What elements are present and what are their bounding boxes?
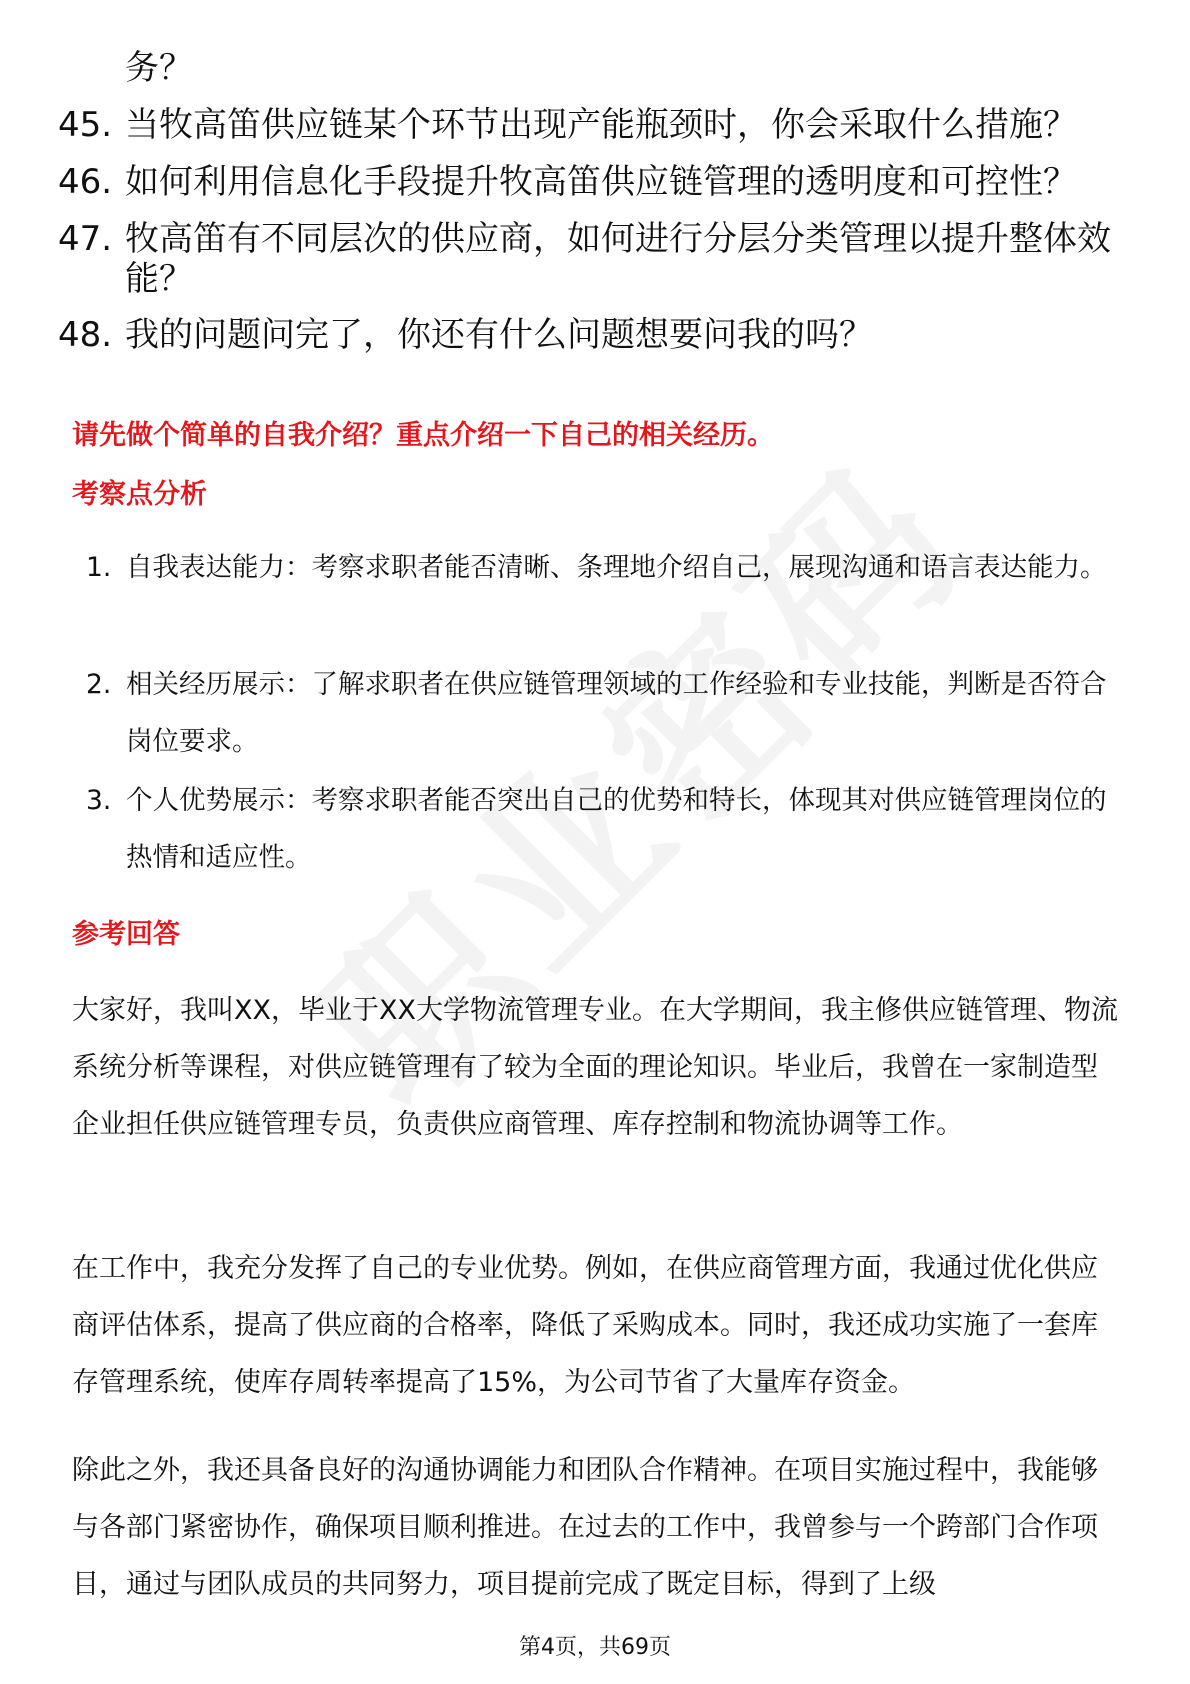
section-question: 请先做个简单的自我介绍？重点介绍一下自己的相关经历。: [72, 420, 774, 451]
question-number: 47.: [58, 219, 113, 259]
analysis-heading: 考察点分析: [72, 479, 207, 510]
analysis-text: 自我表达能力：考察求职者能否清晰、条理地介绍自己，展现沟通和语言表达能力。: [126, 552, 1107, 583]
page-footer: 第4页，共69页: [519, 1635, 671, 1660]
question-text: 牧高笛有不同层次的供应商，如何进行分层分类管理以提升整体效能？: [125, 219, 1111, 299]
question-number: 48.: [58, 315, 113, 355]
question-item: [58, 105, 1128, 145]
question-item: [58, 162, 1128, 202]
analysis-item: [86, 772, 1126, 886]
question-item: [58, 219, 1128, 299]
continued-question-text: 务？: [125, 48, 193, 88]
analysis-item: [86, 656, 1126, 770]
question-text: 我的问题问完了，你还有什么问题想要问我的吗？: [125, 315, 873, 355]
analysis-number: 3.: [86, 785, 112, 816]
analysis-item: [86, 539, 1126, 596]
question-text: 当牧高笛供应链某个环节出现产能瓶颈时，你会采取什么措施？: [125, 105, 1077, 145]
question-item: [58, 315, 1128, 355]
answer-heading: 参考回答: [72, 919, 180, 950]
question-number: 46.: [58, 162, 113, 202]
analysis-text: 相关经历展示：了解求职者在供应链管理领域的工作经验和专业技能，判断是否符合岗位要求。: [126, 669, 1107, 757]
answer-paragraph: 大家好，我叫XX，毕业于XX大学物流管理专业。在大学期间，我主修供应链管理、物流系统分析等课程，对供应链管理有了较为全面的理论知识。毕业后，我曾在一家制造型企业担任供应链管理专员，负责供应商管理、库存控制和物流协调等工作。: [72, 995, 1118, 1140]
analysis-number: 2.: [86, 669, 112, 700]
answer-paragraph: 在工作中，我充分发挥了自己的专业优势。例如，在供应商管理方面，我通过优化供应商评估体系，提高了供应商的合格率，降低了采购成本。同时，我还成功实施了一套库存管理系统，使库存周转率提高了15%，为公司节省了大量库存资金。: [72, 1253, 1098, 1398]
analysis-text: 个人优势展示：考察求职者能否突出自己的优势和特长，体现其对供应链管理岗位的热情和适应性。: [126, 785, 1107, 873]
analysis-number: 1.: [86, 552, 112, 583]
question-number: 45.: [58, 105, 113, 145]
answer-paragraph: 除此之外，我还具备良好的沟通协调能力和团队合作精神。在项目实施过程中，我能够与各部门紧密协作，确保项目顺利推进。在过去的工作中，我曾参与一个跨部门合作项目，通过与团队成员的共同努力，项目提前完成了既定目标，得到了上级: [72, 1455, 1098, 1600]
question-text: 如何利用信息化手段提升牧高笛供应链管理的透明度和可控性？: [125, 162, 1077, 202]
